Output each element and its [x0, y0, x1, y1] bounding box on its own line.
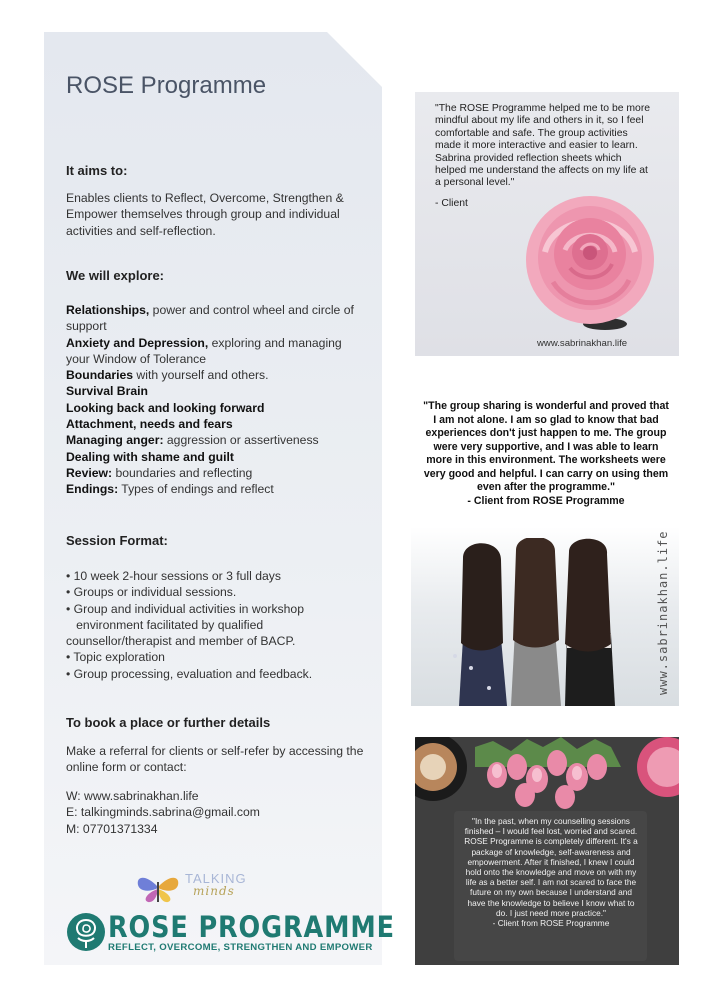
explore-item-topic: Managing anger: [66, 433, 164, 448]
minds-word: minds [193, 884, 235, 898]
session-format-item: • Groups or individual sessions. [66, 585, 237, 600]
rose-logo-icon [66, 912, 106, 952]
booking-text: Make a referral for clients or self-refer by accessing the online form or contact: [66, 744, 364, 775]
three-women-image-icon [441, 538, 641, 706]
explore-item-detail: with yourself and others. [133, 368, 269, 383]
explore-item-detail: power and control wheel and circle of support [66, 303, 354, 334]
explore-item [66, 432, 366, 448]
contact-block [66, 788, 260, 837]
rose-programme-logo-title: ROSE PROGRAMME [108, 910, 395, 944]
explore-item [66, 416, 366, 432]
session-format-list [66, 568, 366, 682]
explore-item-topic: Looking back and looking forward [66, 400, 265, 415]
quote-1-attribution: - Client [435, 197, 468, 209]
aims-text: Enables clients to Reflect, Overcome, Strengthen & Empower themselves through group and individual activities and self-reflection. [66, 191, 344, 238]
explore-item-topic: Relationships, [66, 303, 150, 317]
talking-minds-logo-text [185, 872, 247, 898]
explore-heading: We will explore: [66, 268, 165, 283]
quote-3-text: "In the past, when my counselling sessions finished – I would feel lost, worried and scared. ROSE Programme is completely different. It's a package of knowledge, self-awareness and empowerment. After it finished, I knew I could hold onto the knowledge and move on with my life as a better self. I am not scared to face the future on my own because I understand and have the knowledge to believe I know what to do. I just need more practice." [464, 816, 638, 918]
explore-item [66, 481, 366, 497]
booking-heading: To book a place or further details [66, 715, 271, 730]
session-format-item: • Group and individual activities in workshop [66, 601, 304, 616]
explore-item [66, 367, 366, 383]
explore-item-topic: Anxiety and Depression, [66, 335, 209, 350]
explore-item-topic: Dealing with shame and guilt [66, 449, 234, 464]
explore-item [66, 465, 366, 481]
session-format-item: • Group processing, evaluation and feedback. [66, 666, 313, 681]
testimonial-quote-2 [423, 400, 669, 508]
testimonial-card-group [411, 380, 679, 706]
explore-item-detail: exploring and managing your Window of Tolerance [66, 335, 342, 366]
quote-1-text: "The ROSE Programme helped me to be more mindful about my life and others in it, so I feel comfortable and safe. The group activities made it more interactive and easier to learn. Sabrina provided reflection sheets which helped me understand the affects on my life at a personal level." [435, 103, 651, 189]
explore-item [66, 400, 366, 416]
contact-email[interactable]: E: talkingminds.sabrina@gmail.com [66, 805, 260, 820]
quote-3-attribution: - Client from ROSE Programme [492, 918, 610, 929]
session-format-item: • 10 week 2-hour sessions or 3 full days [66, 569, 281, 583]
explore-item-topic: Boundaries [66, 368, 134, 383]
talking-word: TALKING [185, 871, 247, 886]
session-format-item: counsellor/therapist and member of BACP. [66, 634, 296, 649]
testimonial-quote-3 [461, 816, 641, 928]
explore-list [66, 302, 366, 498]
page-title: ROSE Programme [66, 72, 267, 99]
aims-heading: It aims to: [66, 163, 128, 178]
explore-item [66, 302, 366, 335]
explore-item-topic: Survival Brain [66, 384, 148, 399]
explore-item [66, 449, 366, 465]
website-caption-2: www.sabrinakhan.life [656, 530, 670, 695]
quote-2-attribution: - Client from ROSE Programme [467, 494, 625, 507]
explore-item [66, 335, 366, 368]
session-format-heading: Session Format: [66, 533, 168, 548]
explore-item-detail: boundaries and reflecting [112, 465, 253, 480]
explore-item-topic: Attachment, needs and fears [66, 417, 233, 432]
explore-item-topic: Review: [66, 465, 113, 480]
session-format-item: environment facilitated by qualified [66, 617, 264, 632]
rose-programme-logo-subtitle: REFLECT, OVERCOME, STRENGTHEN AND EMPOWER [108, 942, 373, 953]
testimonial-card-rose [415, 92, 679, 356]
contact-mobile: M: 07701371334 [66, 821, 158, 836]
explore-item-detail: Types of endings and reflect [118, 482, 274, 497]
explore-item-detail: aggression or assertiveness [163, 433, 319, 448]
pink-rose-image-icon [515, 192, 665, 332]
testimonial-card-tulips [415, 737, 679, 965]
explore-item-topic: Endings: [66, 482, 119, 497]
contact-website[interactable]: W: www.sabrinakhan.life [66, 789, 199, 803]
session-format-item: • Topic exploration [66, 650, 165, 665]
explore-item [66, 383, 366, 399]
website-caption-1: www.sabrinakhan.life [537, 338, 628, 349]
quote-2-text: "The group sharing is wonderful and proved that I am not alone. I am so glad to know that bad experiences don't just happen to me. The group were very supportive, and I was able to learn more in this environment. The worksheets were very good and helpful. I can carry on using them even after the programme." [423, 400, 669, 493]
